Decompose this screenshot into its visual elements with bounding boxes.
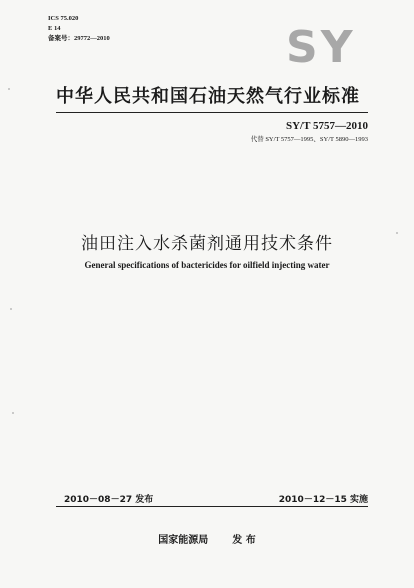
scan-speck xyxy=(396,232,398,234)
sy-logo: SY xyxy=(286,22,356,73)
publish-action: 发 布 xyxy=(232,535,256,546)
document-title-english: General specifications of bactericides for oilfield injecting water xyxy=(84,260,330,270)
standard-name: 中华人民共和国石油天然气行业标准 xyxy=(56,86,360,107)
scan-speck xyxy=(8,88,10,90)
ics-code: ICS 75.020 xyxy=(48,15,79,22)
replaces-note: 代替 SY/T 5757—1995、SY/T 5890—1993 xyxy=(250,136,368,143)
effective-date: 2010－12－15 实施 xyxy=(278,495,368,505)
standard-code: SY/T 5757—2010 xyxy=(285,120,368,132)
publisher-organization: 国家能源局 xyxy=(158,535,209,546)
document-title-chinese: 油田注入水杀菌剂通用技术条件 xyxy=(81,234,333,254)
scan-speck xyxy=(12,412,14,414)
issue-date: 2010－08－27 发布 xyxy=(64,495,154,505)
scan-speck xyxy=(10,308,12,310)
category-code: E 14 xyxy=(48,25,61,32)
metadata-block xyxy=(48,14,110,44)
record-number: 备案号：29772—2010 xyxy=(48,35,110,42)
bottom-divider xyxy=(56,506,368,507)
publisher-line xyxy=(0,531,414,546)
top-divider xyxy=(56,112,368,113)
